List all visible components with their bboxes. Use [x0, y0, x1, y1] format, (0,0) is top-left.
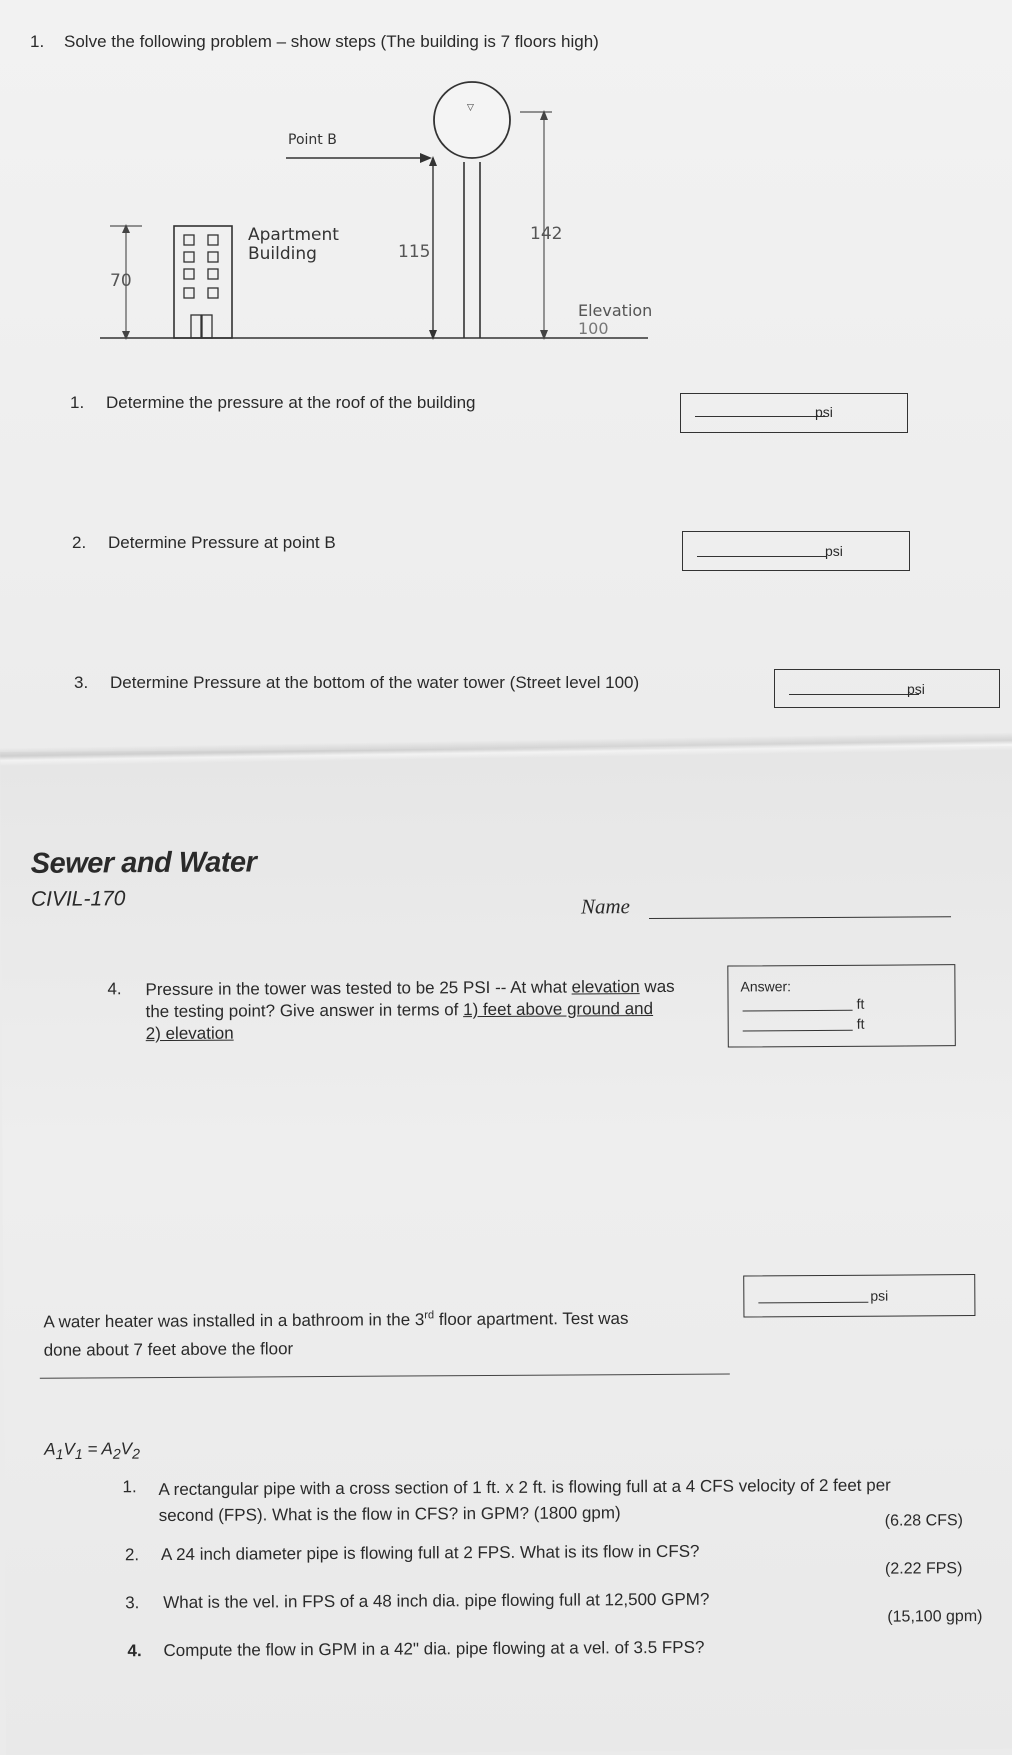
flow-q2-number: 2.: [124, 1545, 140, 1565]
building-label-line2: Building: [248, 244, 317, 264]
question-2-number: 2.: [72, 533, 87, 552]
flow-q2-answer: (6.28 CFS): [884, 1512, 964, 1530]
q4-answer-box[interactable]: [727, 964, 955, 1047]
q4-text-d: the testing point? Give answer in terms of: [145, 1000, 464, 1022]
q4-text-a: Pressure in the tower was tested to be 25 PSI -- At what: [145, 977, 572, 1000]
answer-box-2[interactable]: [682, 531, 910, 571]
water-heater-work-line[interactable]: [40, 1374, 730, 1379]
flow-q1-number: 1.: [122, 1477, 137, 1497]
continuity-eq: = A: [82, 1439, 113, 1459]
problem-number: 1.: [30, 32, 45, 51]
answer-unit-2: psi: [825, 543, 843, 559]
continuity-v2: V: [120, 1439, 133, 1459]
tower-height-label: 142: [530, 224, 563, 244]
continuity-a1: A: [44, 1439, 56, 1459]
question-3-text: Determine Pressure at the bottom of the water tower (Street level 100): [110, 673, 640, 692]
water-heater-answer-box[interactable]: [743, 1274, 975, 1317]
svg-text:▽: ▽: [467, 103, 474, 113]
q4-answer-label: Answer:: [740, 978, 792, 995]
continuity-s3: 2: [112, 1446, 121, 1463]
answer-unit-1: psi: [815, 404, 833, 420]
water-heater-text: [43, 1300, 628, 1364]
continuity-equation: [44, 1439, 140, 1463]
flow-q3-number: 3.: [125, 1593, 140, 1613]
q4-text-b: elevation: [571, 977, 640, 997]
flow-q4-text: Compute the flow in GPM in a 42" dia. pipe flowing at a vel. of 3.5 FPS?: [163, 1637, 705, 1661]
q4-text-c: was: [639, 976, 675, 997]
q4-unit-2: ft: [856, 1015, 865, 1032]
building-height-label: 70: [110, 271, 132, 291]
apartment-building: [174, 226, 232, 338]
continuity-s4: 2: [131, 1446, 140, 1463]
name-field[interactable]: [649, 916, 951, 919]
heater-line2: done about 7 feet above the floor: [43, 1338, 294, 1360]
continuity-s1: 1: [55, 1447, 64, 1464]
elevation-label-line2: 100: [578, 319, 609, 338]
name-label: Name: [580, 894, 631, 919]
question-1-number: 1.: [70, 393, 85, 412]
heater-line1-b: floor apartment. Test was: [434, 1308, 629, 1330]
answer-box-3[interactable]: [774, 669, 1000, 708]
building-windows: [184, 235, 218, 338]
water-tower-diagram: [100, 76, 680, 348]
point-b-label: Point B: [288, 132, 337, 148]
flow-q1-line2: second (FPS). What is the flow in CFS? in GPM? (1800 gpm): [158, 1503, 621, 1526]
q4-text: [145, 976, 675, 1045]
point-b-height-label: 115: [398, 242, 431, 262]
elevation-label-line1: Elevation: [578, 301, 653, 320]
building-label-line1: Apartment: [248, 225, 339, 245]
question-1-text: Determine the pressure at the roof of the building: [106, 393, 476, 412]
q4-number: 4.: [107, 979, 122, 999]
bottom-worksheet: [0, 746, 1012, 1755]
flow-q1-text: [158, 1473, 891, 1529]
continuity-s2: 1: [74, 1446, 83, 1463]
q4-text-f: 2) elevation: [145, 1023, 234, 1044]
flow-q3-text: What is the vel. in FPS of a 48 inch dia. pipe flowing full at 12,500 GPM?: [163, 1589, 710, 1613]
heater-unit: psi: [870, 1287, 889, 1304]
heater-line1-a: A water heater was installed in a bathroom in the 3: [43, 1310, 425, 1332]
answer-unit-3: psi: [907, 681, 925, 697]
question-3-number: 3.: [74, 673, 89, 692]
flow-q3-answer: (2.22 FPS): [884, 1560, 963, 1578]
q4-text-e: 1) feet above ground and: [463, 999, 654, 1020]
top-worksheet: [0, 0, 1012, 760]
answer-box-1[interactable]: [680, 393, 908, 433]
problem-statement: Solve the following problem – show steps (The building is 7 floors high): [64, 32, 599, 51]
flow-q4-answer: (15,100 gpm): [887, 1608, 983, 1626]
continuity-v1: V: [63, 1439, 75, 1459]
q4-unit-1: ft: [856, 995, 865, 1012]
course-title: Sewer and Water: [30, 846, 257, 880]
flow-q2-text: A 24 inch diameter pipe is flowing full at 2 FPS. What is its flow in CFS?: [160, 1541, 700, 1565]
question-2-text: Determine Pressure at point B: [108, 533, 336, 552]
flow-q1-line1: A rectangular pipe with a cross section of 1 ft. x 2 ft. is flowing full at a 4 CFS velocity of 2 feet per: [158, 1475, 891, 1500]
heater-line1-sup: rd: [424, 1309, 435, 1322]
flow-q4-number: 4.: [127, 1641, 142, 1661]
course-code: CIVIL-170: [30, 887, 126, 911]
water-tank: [434, 82, 510, 158]
